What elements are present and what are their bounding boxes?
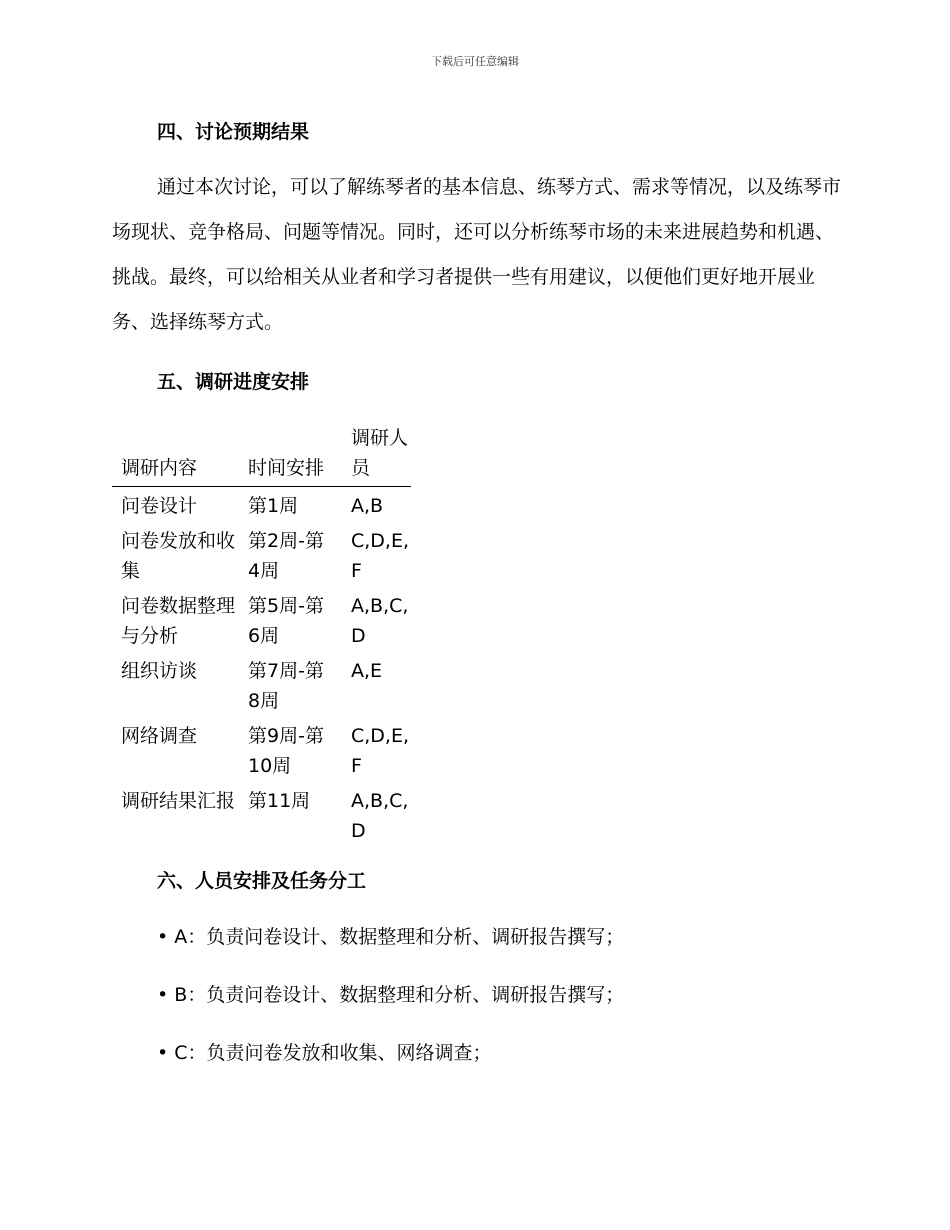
cell-staff: A,B,C,D <box>351 790 409 842</box>
section5-heading: 五、调研进度安排 <box>157 371 310 393</box>
table-row <box>112 721 411 786</box>
table-header-row <box>112 423 411 487</box>
schedule-table <box>112 423 411 851</box>
task-item-a: • A：负责问卷设计、数据整理和分析、调研报告撰写； <box>157 926 625 948</box>
header-cell-staff: 调研人员 <box>342 423 411 487</box>
section6-heading: 六、人员安排及任务分工 <box>157 870 367 892</box>
cell-time: 第7周-第8周 <box>248 660 324 712</box>
cell-content: 问卷发放和收集 <box>121 530 236 582</box>
section4-paragraph: 通过本次讨论，可以了解练琴者的基本信息、练琴方式、需求等情况，以及练琴市场现状、竞争格局、问题等情况。同时，还可以分析练琴市场的未来进展趋势和机遇、挑战。最终，可以给相关从业者和学习者提供一些有用建议，以便他们更好地开展业务、选择练琴方式。 <box>112 176 842 333</box>
cell-content: 网络调查 <box>121 725 198 747</box>
cell-staff: C,D,E,F <box>351 725 410 777</box>
cell-staff: A,E <box>351 660 383 682</box>
header-cell-time: 时间安排 <box>239 423 342 487</box>
table-row <box>112 786 411 851</box>
cell-time: 第9周-第10周 <box>248 725 324 777</box>
cell-staff: C,D,E,F <box>351 530 410 582</box>
cell-time: 第5周-第6周 <box>248 595 324 647</box>
cell-time: 第11周 <box>248 790 311 812</box>
table-row <box>112 591 411 656</box>
cell-content: 问卷数据整理与分析 <box>121 595 236 647</box>
cell-staff: A,B <box>351 495 384 517</box>
cell-content: 问卷设计 <box>121 495 198 517</box>
table-row <box>112 487 411 527</box>
task-item-c: • C：负责问卷发放和收集、网络调查； <box>157 1042 492 1064</box>
cell-content: 调研结果汇报 <box>121 790 236 812</box>
task-item-b: • B：负责问卷设计、数据整理和分析、调研报告撰写； <box>157 984 625 1006</box>
cell-content: 组织访谈 <box>121 660 198 682</box>
section4-heading: 四、讨论预期结果 <box>157 121 310 143</box>
cell-time: 第2周-第4周 <box>248 530 324 582</box>
table-row <box>112 656 411 721</box>
cell-time: 第1周 <box>248 495 299 517</box>
table-row <box>112 526 411 591</box>
page-header-note: 下载后可任意编辑 <box>431 55 519 68</box>
cell-staff: A,B,C,D <box>351 595 409 647</box>
header-cell-content: 调研内容 <box>112 423 239 487</box>
